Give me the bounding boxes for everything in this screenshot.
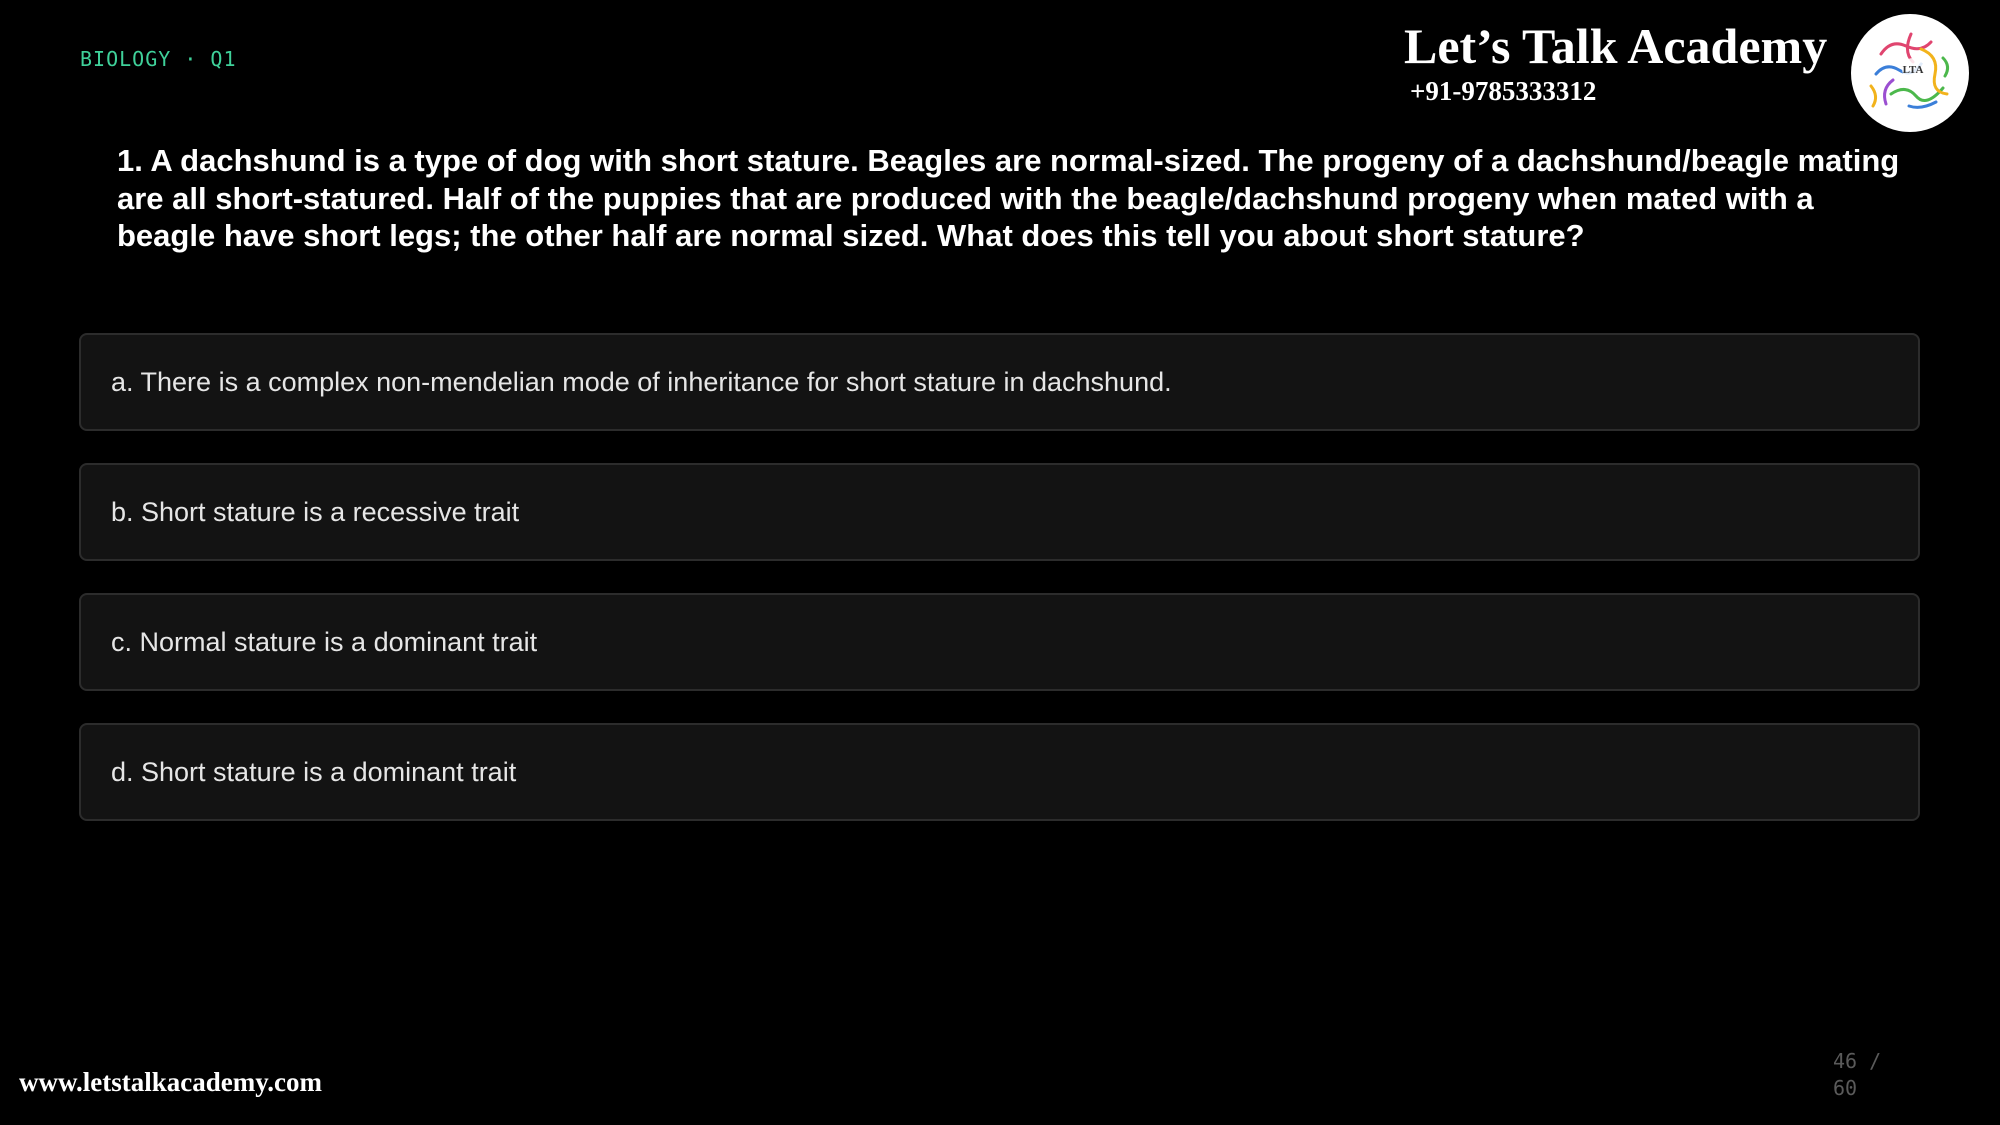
answer-options (79, 333, 1920, 853)
page-counter: 46 / 60 (1833, 1049, 1882, 1100)
question-text: 1. A dachshund is a type of dog with short stature. Beagles are normal-sized. The progeny of a dachshund/beagle mating are all short-statured. Half of the puppies that are produced with the beagle/dachshund progeny when mated with a beagle have short legs; the other half are normal sized. What does this tell you about short stature? (117, 143, 1900, 253)
option-c[interactable] (79, 593, 1920, 691)
brand-block (1404, 16, 1827, 106)
logo-graphic (1851, 14, 1969, 132)
option-a-label: a. There is a complex non-mendelian mode of inheritance for short stature in dachshund. (111, 366, 1172, 397)
option-b-label: b. Short stature is a recessive trait (111, 496, 520, 527)
brand-name: Let’s Talk Academy (1404, 18, 1828, 74)
option-d[interactable] (79, 723, 1920, 821)
topic-tag: BIOLOGY · Q1 (80, 47, 237, 71)
option-c-label: c. Normal stature is a dominant trait (111, 626, 538, 657)
option-b[interactable] (79, 463, 1920, 561)
website-url: www.letstalkacademy.com (19, 1067, 322, 1097)
brand-phone: +91-9785333312 (1410, 76, 1597, 106)
option-a[interactable] (79, 333, 1920, 431)
lta-logo-icon (1851, 14, 1969, 132)
logo-text: LTA (1902, 64, 1924, 76)
option-d-label: d. Short stature is a dominant trait (111, 756, 517, 787)
